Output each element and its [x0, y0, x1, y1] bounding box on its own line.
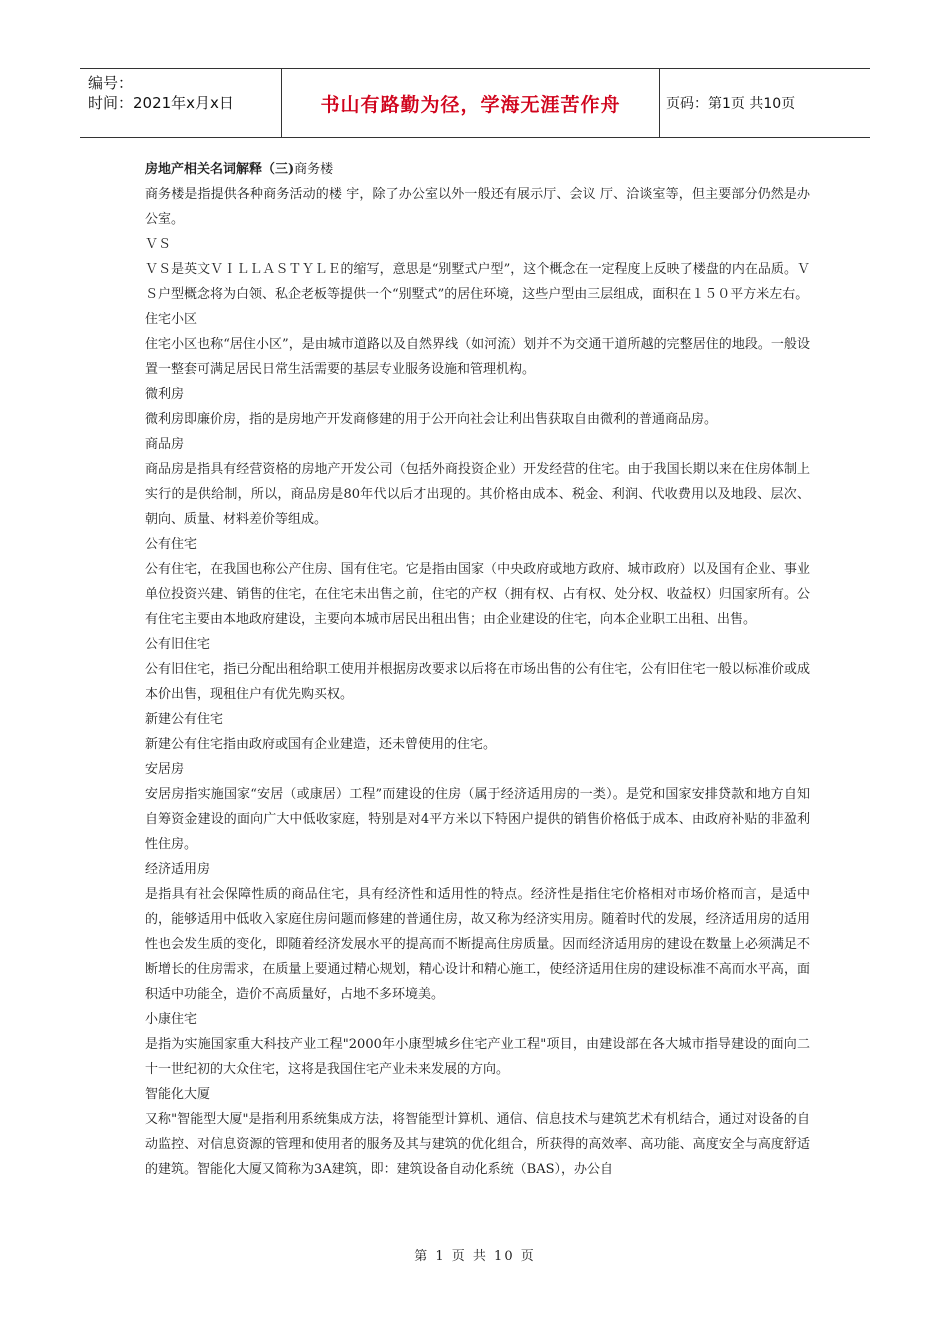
header-number-label: 编号：: [88, 74, 134, 92]
header-page-info: 页码：第1页 共10页: [666, 96, 796, 112]
paragraph: 又称"智能型大厦"是指利用系统集成方法，将智能型计算机、通信、信息技术与建筑艺术有机结合，通过对设备的自动监控、对信息资源的管理和使用者的服务及其与建筑的优化组合，所获得的高效率、高功能、高度安全与高度舒适的建筑。智能化大厦又简称为3A建筑，即：建筑设备自动化系统（BAS），办公自: [145, 1112, 810, 1177]
paragraph: 商品房: [145, 437, 185, 452]
paragraph: 智能化大厦: [145, 1087, 211, 1102]
paragraph: 是指具有社会保障性质的商品住宅，具有经济性和适用性的特点。经济性是指住宅价格相对市场价格而言，是适中的，能够适用中低收入家庭住房问题而修建的普通住房，故又称为经济实用房。随着时代的发展，经济适用房的适用性也会发生质的变化，即随着经济发展水平的提高而不断提高住房质量。因而经济适用房的建设在数量上必须满足不断增长的住房需求，在质量上要通过精心规划，精心设计和精心施工，使经济适用住房的建设标准不高而水平高，面积适中功能全，造价不高质量好，占地不多环境美。: [145, 887, 810, 1002]
paragraph-list: [145, 182, 810, 1182]
paragraph: 新建公有住宅: [145, 712, 224, 727]
paragraph: 住宅小区: [145, 312, 198, 327]
document-header: [80, 68, 870, 138]
paragraph: 公有旧住宅，指已分配出租给职工使用并根据房改要求以后将在市场出售的公有住宅，公有旧住宅一般以标准价或成本价出售，现租住户有优先购买权。: [145, 662, 810, 702]
header-motto: 书山有路勤为径，学海无涯苦作舟: [281, 69, 660, 137]
paragraph: 新建公有住宅指由政府或国有企业建造，还未曾使用的住宅。: [145, 737, 497, 752]
paragraph: 微利房即廉价房，指的是房地产开发商修建的用于公开向社会让利出售获取自由微利的普通商品房。: [145, 412, 718, 427]
paragraph: 公有住宅，在我国也称公产住房、国有住宅。它是指由国家（中央政府或地方政府、城市政府）以及国有企业、事业单位投资兴建、销售的住宅，在住宅未出售之前，住宅的产权（拥有权、占有权、处分权、收益权）归国家所有。公有住宅主要由本地政府建设，主要向本城市居民出租出售；由企业建设的住宅，向本企业职工出租、出售。: [145, 562, 810, 627]
header-time-label: 时间：2021年x月x日: [88, 94, 234, 112]
paragraph: ＶＳ是英文ＶＩＬＬＡＳＴＹＬＥ的缩写，意思是“别墅式户型”，这个概念在一定程度上反映了楼盘的内在品质。ＶＳ户型概念将为白领、私企老板等提供一个“别墅式”的居住环境，这些户型由三层组成，面积在１５０平方米左右。: [145, 262, 810, 302]
paragraph: 商品房是指具有经营资格的房地产开发公司（包括外商投资企业）开发经营的住宅。由于我国长期以来在住房体制上实行的是供给制，所以，商品房是80年代以后才出现的。其价格由成本、税金、利润、代收费用以及地段、层次、朝向、质量、材料差价等组成。: [145, 462, 810, 527]
paragraph: 公有旧住宅: [145, 637, 211, 652]
paragraph: 住宅小区也称“居住小区”，是由城市道路以及自然界线（如河流）划并不为交通干道所越的完整居住的地段。一般设置一整套可满足居民日常生活需要的基层专业服务设施和管理机构。: [145, 337, 810, 377]
paragraph: 公有住宅: [145, 537, 198, 552]
paragraph: 商务楼是指提供各种商务活动的楼 宇，除了办公室以外一般还有展示厅、会议 厅、洽谈室等，但主要部分仍然是办公室。: [145, 187, 810, 227]
paragraph: 微利房: [145, 387, 185, 402]
paragraph: 安居房指实施国家“安居（或康居）工程”而建设的住房（属于经济适用房的一类）。是党和国家安排贷款和地方自知自筹资金建设的面向广大中低收家庭，特别是对4平方米以下特困户提供的销售价格低于成本、由政府补贴的非盈利性住房。: [145, 787, 810, 852]
document-title: [145, 157, 810, 182]
document-title-rest: 商务楼: [294, 162, 334, 177]
paragraph: ＶＳ: [145, 237, 172, 252]
header-meta: [88, 73, 283, 113]
paragraph: 是指为实施国家重大科技产业工程"2000年小康型城乡住宅产业工程"项目，由建设部在各大城市指导建设的面向二十一世纪初的大众住宅，这将是我国住宅产业未来发展的方向。: [145, 1037, 810, 1077]
paragraph: 小康住宅: [145, 1012, 198, 1027]
paragraph: 经济适用房: [145, 862, 211, 877]
document-title-bold: 房地产相关名词解释（三): [145, 162, 295, 177]
page-footer: 第 1 页 共 10 页: [414, 1249, 536, 1264]
paragraph: 安居房: [145, 762, 185, 777]
document-body: [145, 157, 810, 1182]
